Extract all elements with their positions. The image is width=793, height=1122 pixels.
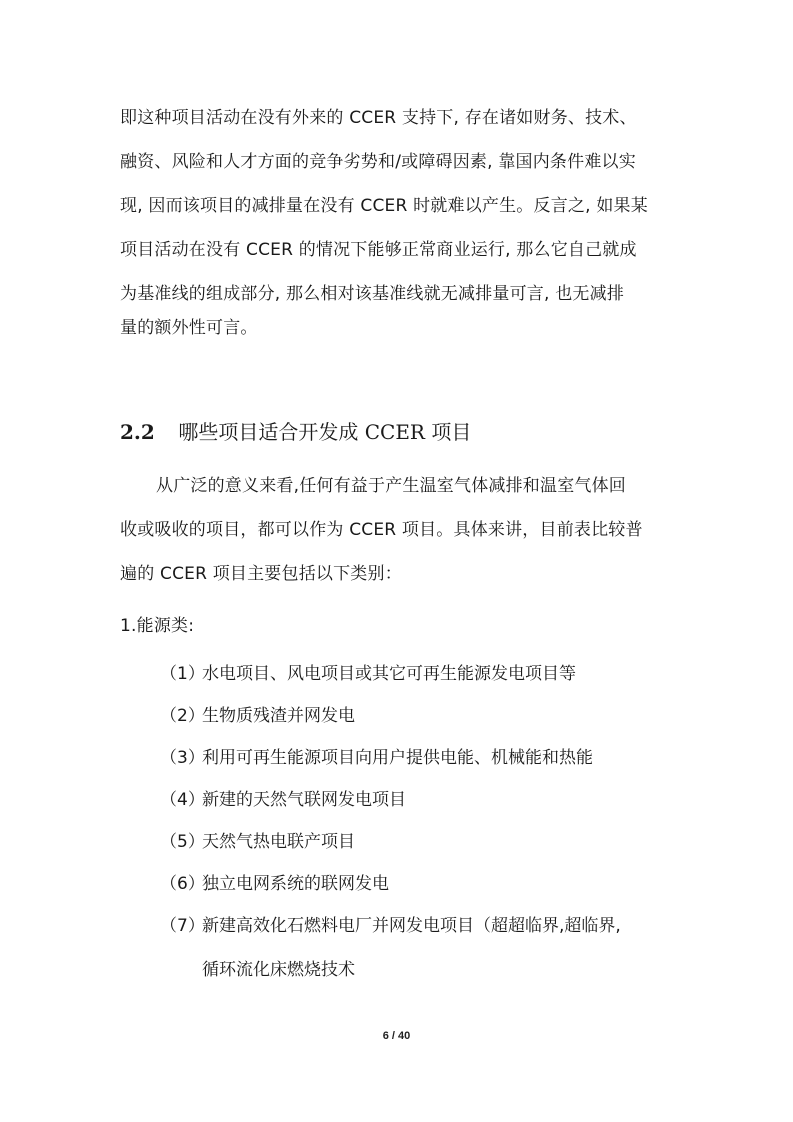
- section-number: 2.2: [120, 420, 155, 444]
- list-item: [160, 830, 355, 854]
- list-item: [160, 914, 621, 938]
- list-text: 利用可再生能源项目向用户提供电能、机械能和热能: [202, 748, 593, 768]
- list-item: [160, 704, 355, 728]
- list-item: [160, 662, 576, 686]
- paragraph-line: 融资、风险和人才方面的竞争劣势和/或障碍因素, 靠国内条件难以实: [120, 152, 636, 172]
- paragraph-line: 项目活动在没有 CCER 的情况下能够正常商业运行, 那么它自己就成: [120, 240, 637, 260]
- paragraph-line: 收或吸收的项目，都可以作为 CCER 项目。具体来讲，目前表比较普: [120, 520, 643, 540]
- list-item: [160, 746, 593, 770]
- list-text: 生物质残渣并网发电: [202, 706, 355, 726]
- list-marker: （5）: [160, 832, 205, 852]
- list-text: 新建的天然气联网发电项目: [202, 790, 406, 810]
- list-item: [160, 788, 406, 812]
- list-text: 独立电网系统的联网发电: [202, 874, 389, 894]
- paragraph-line: 现, 因而该项目的减排量在没有 CCER 时就难以产生。反言之, 如果某: [120, 196, 648, 216]
- paragraph-line: 从广泛的意义来看,任何有益于产生温室气体减排和温室气体回: [156, 476, 627, 496]
- category-label: 1.能源类:: [120, 616, 195, 636]
- list-item: [160, 872, 389, 896]
- paragraph-line: 为基准线的组成部分, 那么相对该基准线就无减排量可言, 也无减排: [120, 284, 625, 304]
- list-item-continuation: 循环流化床燃烧技术: [202, 960, 355, 980]
- list-marker: （1）: [160, 664, 205, 684]
- section-heading: [120, 418, 471, 446]
- page-number: 6 / 40: [382, 1030, 411, 1042]
- paragraph-line: 量的额外性可言。: [120, 318, 258, 338]
- list-marker: （2）: [160, 706, 205, 726]
- list-marker: （3）: [160, 748, 205, 768]
- list-marker: （4）: [160, 790, 205, 810]
- paragraph-line: 即这种项目活动在没有外来的 CCER 支持下, 存在诸如财务、技术、: [120, 108, 637, 128]
- section-title: 哪些项目适合开发成 CCER 项目: [178, 420, 472, 444]
- list-text: 天然气热电联产项目: [202, 832, 355, 852]
- list-text: 新建高效化石燃料电厂并网发电项目（超超临界,超临界,: [202, 916, 621, 936]
- paragraph-line: 遍的 CCER 项目主要包括以下类别：: [120, 564, 402, 584]
- list-marker: （7）: [160, 916, 205, 936]
- list-text: 水电项目、风电项目或其它可再生能源发电项目等: [202, 664, 576, 684]
- list-marker: （6）: [160, 874, 205, 894]
